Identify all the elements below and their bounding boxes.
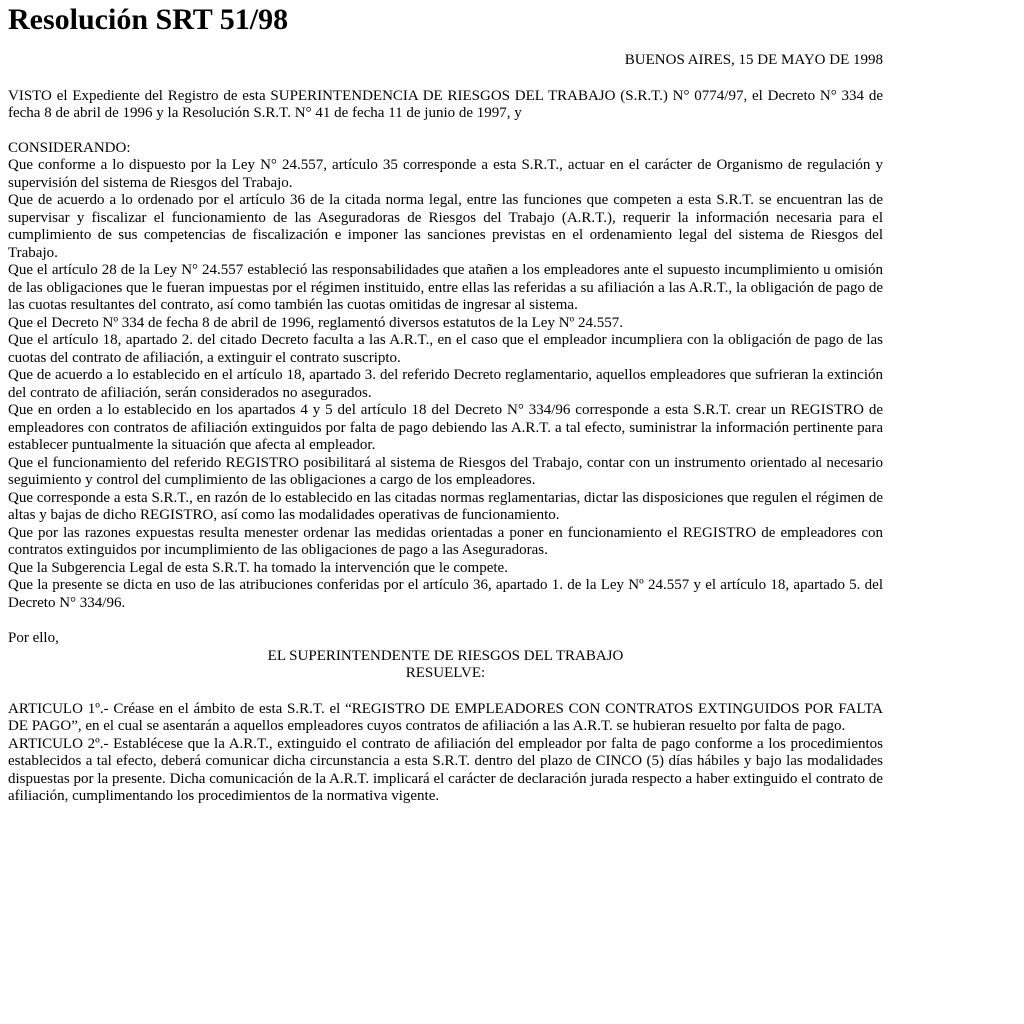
considerando-paragraph: Que de acuerdo a lo establecido en el artículo 18, apartado 3. del referido Decreto reglamentario, aquellos empleadores que sufrieran la extinción del contrato de afiliación, serán considerados no asegurados. xyxy=(8,367,883,401)
considerando-paragraph: Que el artículo 18, apartado 2. del citado Decreto faculta a las A.R.T., en el caso que el empleador incumpliera con la obligación de pago de las cuotas del contrato de afiliación, a extinguir el contrato suscripto. xyxy=(8,332,883,366)
considerando-paragraph: Que corresponde a esta S.R.T., en razón de lo establecido en las citadas normas reglamentarias, dictar las disposiciones que regulen el régimen de altas y bajas de dicho REGISTRO, así como las modalidades operativas de funcionamiento. xyxy=(8,489,883,523)
document-page xyxy=(8,0,883,806)
document-title: Resolución SRT 51/98 xyxy=(8,3,289,36)
considerando-paragraph: Que por las razones expuestas resulta menester ordenar las medidas orientadas a poner en funcionamiento el REGISTRO de empleadores con contratos extinguidos por incumplimiento de las obligaciones de pago a las Aseguradoras. xyxy=(8,524,883,558)
spacer xyxy=(8,612,883,630)
considerando-paragraph: Que la presente se dicta en uso de las atribuciones conferidas por el artículo 36, apartado 1. de la Ley Nº 24.557 y el artículo 18, apartado 5. del Decreto N° 334/96. xyxy=(8,577,883,611)
considerando-paragraph: Que el Decreto Nº 334 de fecha 8 de abril de 1996, reglamentó diversos estatutos de la Ley Nº 24.557. xyxy=(8,314,623,331)
articulo-paragraph: ARTICULO 2º.- Establécese que la A.R.T., extinguido el contrato de afiliación del empleador por falta de pago conforme a los procedimientos establecidos a tal efecto, deberá comunicar dicha circunstancia a esta S.R.T. dentro del plazo de CINCO (5) días hábiles y bajo las modalidades dispuestas por la presente. Dicha comunicación de la A.R.T. implicará el carácter de declaración jurada respecto a haber extinguido el contrato de afiliación, cumplimentando los procedimientos de la normativa vigente. xyxy=(8,735,883,804)
spacer xyxy=(8,70,883,88)
visto-paragraph: VISTO el Expediente del Registro de esta SUPERINTENDENCIA DE RIESGOS DEL TRABAJO (S.R.T.) N° 0774/97, el Decreto N° 334 de fecha 8 de abril de 1996 y la Resolución S.R.T. N° 41 de fecha 11 de junio de 1997, y xyxy=(8,87,883,121)
por-ello-text: Por ello, xyxy=(8,630,59,646)
spacer xyxy=(8,683,883,701)
considerando-paragraph: Que de acuerdo a lo ordenado por el artículo 36 de la citada norma legal, entre las funciones que competen a esta S.R.T. se encuentran las de supervisar y fiscalizar el funcionamiento de las Aseguradoras de Riesgos del Trabajo (A.R.T.), requerir la información necesaria para el cumplimiento de sus competencias de fiscalización e imponer las sanciones previstas en el ordenamiento legal del sistema de Riesgos del Trabajo. xyxy=(8,192,883,261)
considerandos-list xyxy=(8,157,883,612)
resuelve-heading: RESUELVE: xyxy=(405,665,486,681)
considerando-paragraph: Que el artículo 28 de la Ley N° 24.557 estableció las responsabilidades que atañen a los empleadores ante el supuesto incumplimiento u omisión de las obligaciones que le fueran impuestas por el régimen instituido, entre ellas las referidas a su afiliación a las A.R.T., la obligación de pago de las cuotas resultantes del contrato, así como también las cuotas omitidas de ingresar al sistema. xyxy=(8,262,883,313)
considerando-heading: CONSIDERANDO: xyxy=(8,139,131,156)
considerando-paragraph: Que en orden a lo establecido en los apartados 4 y 5 del artículo 18 del Decreto N° 334/96 corresponde a esta S.R.T. crear un REGISTRO de empleadores con contratos de afiliación extinguidos por falta de pago debiendo las A.R.T. a tal efecto, suministrar la información pertinente para establecer puntualmente la situación que afecta al empleador. xyxy=(8,402,883,453)
authority-heading: EL SUPERINTENDENTE DE RIESGOS DEL TRABAJO xyxy=(267,647,624,664)
considerando-paragraph: Que conforme a lo dispuesto por la Ley N° 24.557, artículo 35 corresponde a esta S.R.T., actuar en el carácter de Organismo de regulación y supervisión del sistema de Riesgos del Trabajo. xyxy=(8,157,883,191)
considerando-paragraph: Que el funcionamiento del referido REGISTRO posibilitará al sistema de Riesgos del Trabajo, contar con un instrumento orientado al necesario seguimiento y control del cumplimiento de las obligaciones a cargo de los empleadores. xyxy=(8,454,883,488)
document-date: BUENOS AIRES, 15 DE MAYO DE 1998 xyxy=(624,52,883,68)
spacer xyxy=(8,123,883,140)
articulos-list xyxy=(8,701,883,806)
considerando-paragraph: Que la Subgerencia Legal de esta S.R.T. ha tomado la intervención que le compete. xyxy=(8,559,508,576)
articulo-paragraph: ARTICULO 1º.- Créase en el ámbito de esta S.R.T. el “REGISTRO DE EMPLEADORES CON CONTRATOS EXTINGUIDOS POR FALTA DE PAGO”, en el cual se asentarán a aquellos empleadores cuyos contratos de afiliación a las A.R.T. se hubieran resuelto por falta de pago. xyxy=(8,700,883,734)
